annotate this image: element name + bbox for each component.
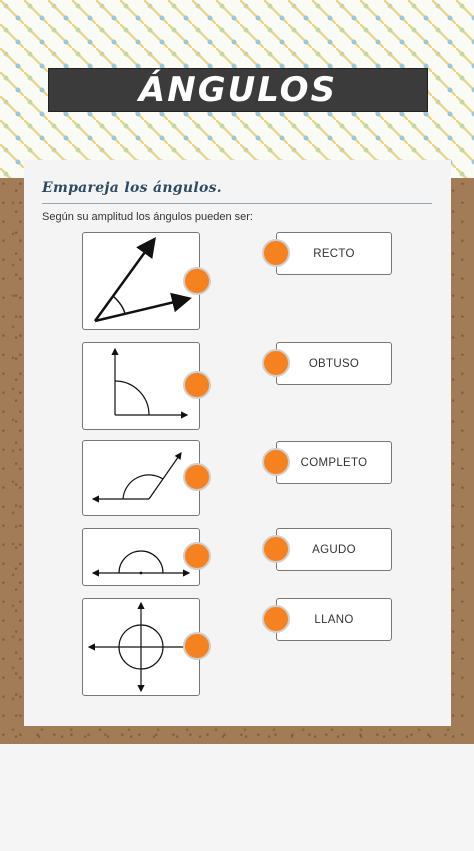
heading-divider [42,203,432,204]
word-card-label: OBTUSO [308,357,360,370]
word-card-llano[interactable] [276,598,392,641]
picture-2-connector-dot[interactable] [183,371,211,399]
worksheet-paper [24,160,451,726]
word-card-obtuso[interactable] [276,342,392,385]
obtuse-angle-drawing [83,441,199,515]
title-banner [48,68,428,112]
picture-3-connector-dot[interactable] [183,463,211,491]
word-card-label: COMPLETO [300,456,368,469]
picture-4-connector-dot[interactable] [183,542,211,570]
word-1-connector-dot[interactable] [262,239,290,267]
straight-angle-drawing [83,529,199,585]
picture-5-connector-dot[interactable] [183,632,211,660]
word-card-agudo[interactable] [276,528,392,571]
word-3-connector-dot[interactable] [262,448,290,476]
word-card-recto[interactable] [276,232,392,275]
word-4-connector-dot[interactable] [262,535,290,563]
instruction-heading: Empareja los ángulos. [42,180,222,196]
word-card-label: RECTO [313,247,355,260]
instruction-text: Según su amplitud los ángulos pueden ser: [42,211,253,223]
word-5-connector-dot[interactable] [262,605,290,633]
word-card-label: AGUDO [312,543,356,556]
full-angle-drawing [83,599,199,695]
word-2-connector-dot[interactable] [262,349,290,377]
word-card-completo[interactable] [276,441,392,484]
word-card-label: LLANO [314,613,354,626]
acute-angle-drawing [83,233,199,329]
right-angle-drawing [83,343,199,429]
picture-1-connector-dot[interactable] [183,267,211,295]
page-title: ÁNGULOS [138,70,338,110]
